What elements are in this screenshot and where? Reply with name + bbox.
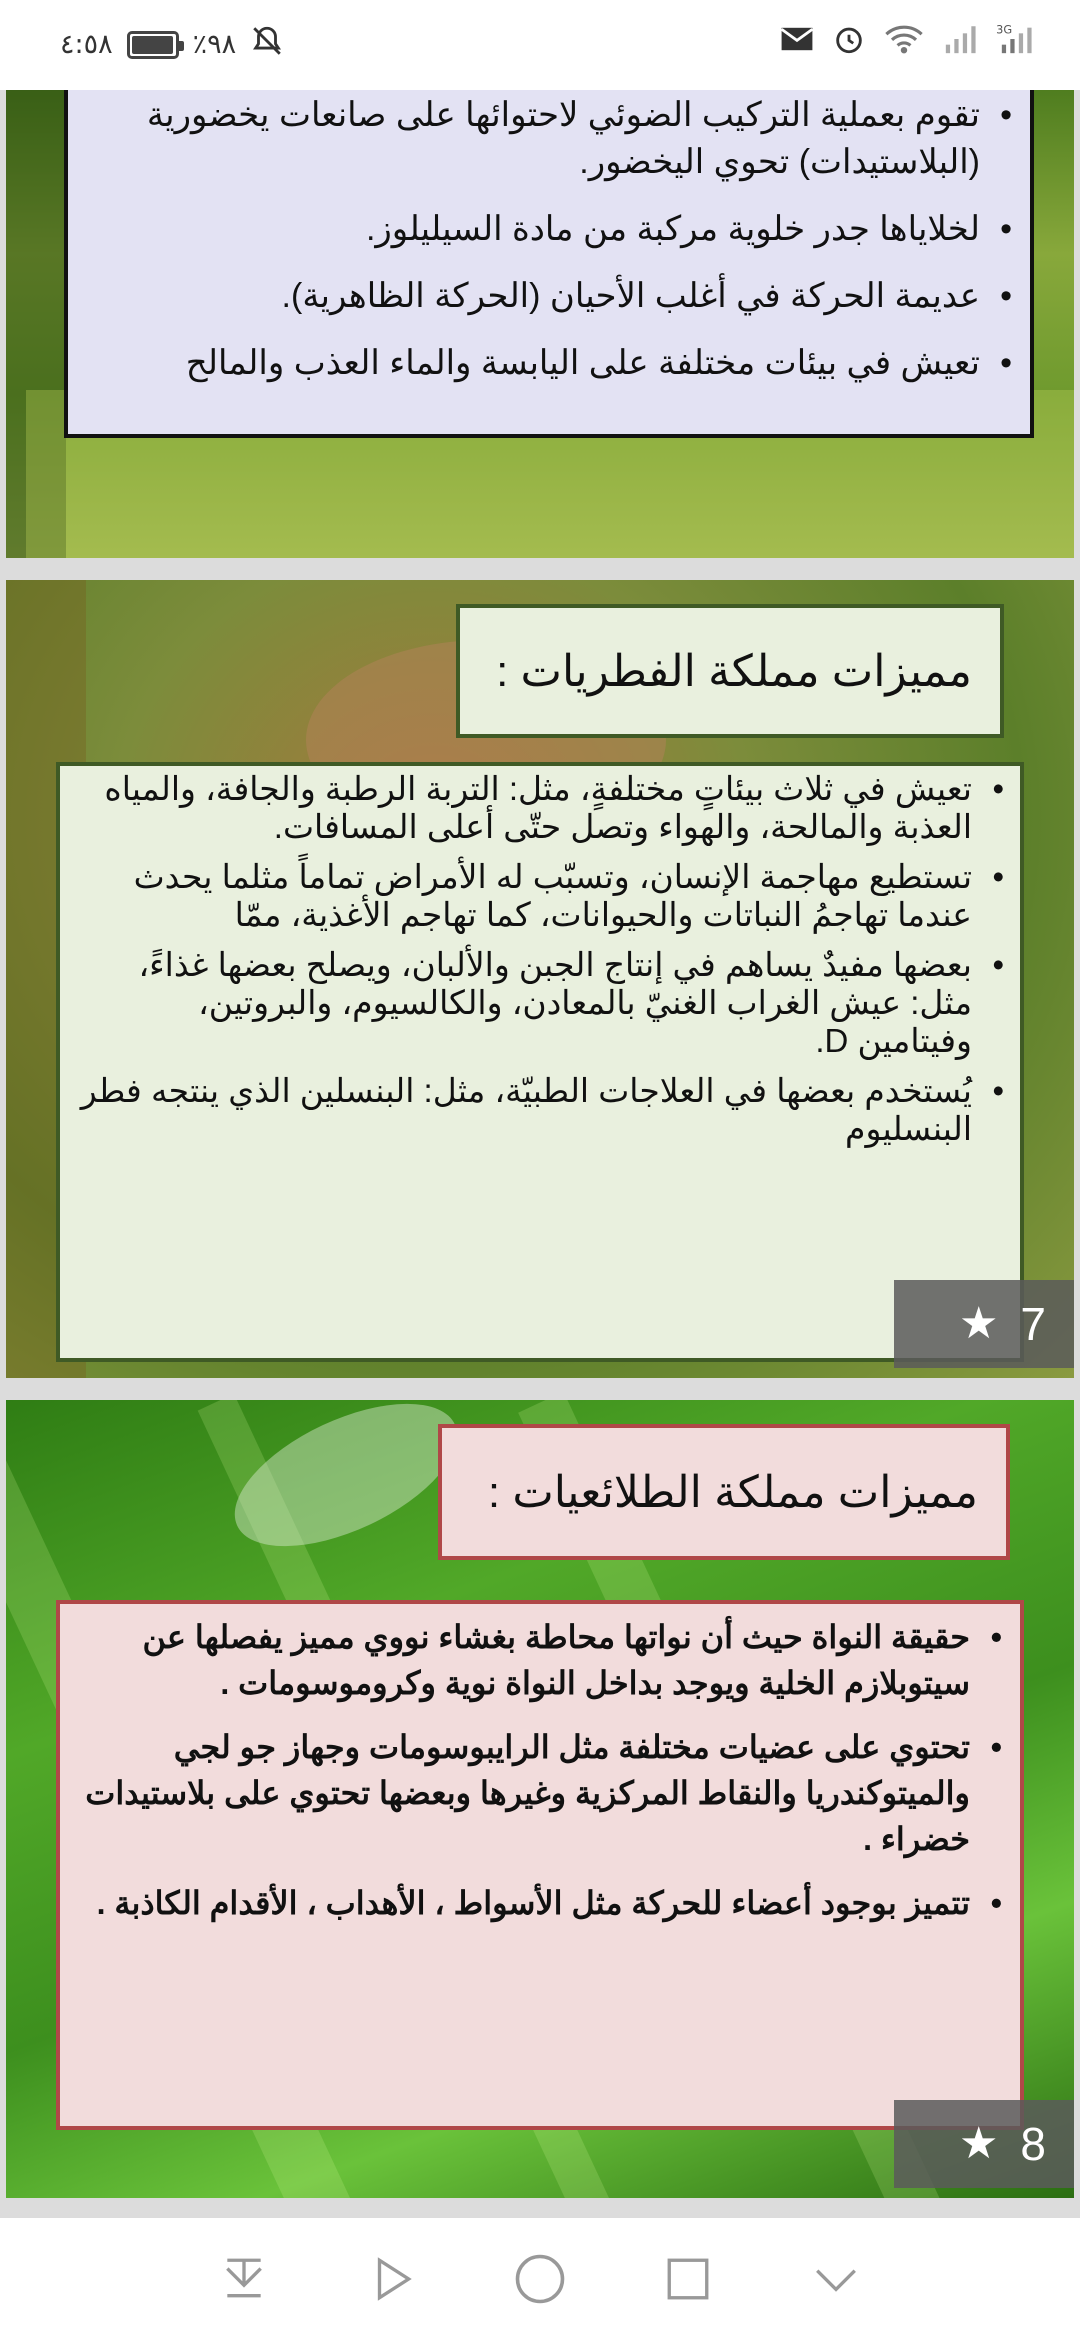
recents-square-icon[interactable]: [660, 2251, 716, 2307]
list-item: • تعيش في ثلاث بيئاتٍ مختلفةٍ، مثل: التربة الرطبة والجافة، والمياه العذبة والمالحة، والهواء وتصل حتّى أعلى المسافات.: [76, 770, 1008, 846]
battery-percent: ٪٩٨: [192, 29, 237, 60]
home-circle-icon[interactable]: [512, 2251, 568, 2307]
slide-7-bullet-list: [76, 770, 1008, 1148]
slide-6-bullet-list: [88, 92, 1016, 387]
wifi-icon: [884, 23, 924, 55]
slide-7-content-box: [56, 762, 1024, 1362]
signal-3g-icon: [996, 22, 1036, 56]
mail-icon: [780, 25, 814, 53]
list-item: • يُستخدم بعضها في العلاجات الطبيّة، مثل: البنسلين الذي ينتجه فطر البنسليوم: [76, 1072, 1008, 1148]
play-icon[interactable]: [364, 2251, 420, 2307]
list-item: • تستطيع مهاجمة الإنسان، وتسبّب له الأمراض تماماً مثلما يحدث عندما تهاجمُ النباتات والحيوانات، كما تهاجم الأغذية، ممّا: [76, 858, 1008, 934]
slide-8-number-badge[interactable]: [894, 2100, 1074, 2188]
mute-bell-icon: [250, 24, 284, 65]
list-item: • تعيش في بيئات مختلفة على اليابسة والماء العذب والمالح: [88, 340, 1016, 387]
svg-text:3G: 3G: [996, 22, 1013, 37]
star-icon[interactable]: ★: [958, 1299, 999, 1348]
list-item: • تحتوي على عضيات مختلفة مثل الرايبوسومات وجهاز جو لجي والميتوكندريا والنقاط المركزية وغيرها وبعضها تحتوي على بلاستيدات خضراء .: [78, 1724, 1006, 1862]
slide-8-bullet-list: [78, 1614, 1006, 1926]
slide-8-content-box: [56, 1600, 1024, 2130]
alarm-icon: [832, 22, 866, 56]
list-item: • تقوم بعملية التركيب الضوئي لاحتوائها على صانعات يخضورية (البلاستيدات) تحوي اليخضور.: [88, 92, 1016, 186]
status-left: [60, 24, 284, 65]
collapse-down-icon[interactable]: [216, 2251, 272, 2307]
list-item: • لخلاياها جدر خلوية مركبة من مادة السيليلوز.: [88, 206, 1016, 253]
signal-icon: [942, 22, 978, 56]
clock: ٤:٥٨: [60, 29, 113, 60]
status-right: [780, 22, 1036, 56]
slide-6-content-box: [64, 90, 1034, 438]
slide-8[interactable]: [6, 1400, 1074, 2198]
list-item: • بعضها مفيدٌ يساهم في إنتاج الجبن والألبان، ويصلح بعضها غذاءً، مثل: عيش الغراب الغنيّ بالمعادن، والكالسيوم، والبروتين، وفيتامين D.: [76, 946, 1008, 1060]
slide-number: 8: [1020, 2118, 1046, 2170]
slide-number: 7: [1020, 1298, 1046, 1350]
status-bar: [0, 0, 1080, 90]
chevron-down-icon[interactable]: [808, 2251, 864, 2307]
star-icon[interactable]: ★: [958, 2119, 999, 2168]
list-item: • حقيقة النواة حيث أن نواتها محاطة بغشاء نووي مميز يفصلها عن سيتوبلازم الخلية ويوجد بداخل النواة نوية وكروموسومات .: [78, 1614, 1006, 1706]
slide-7[interactable]: [6, 580, 1074, 1378]
navigation-bar: [0, 2218, 1080, 2340]
battery-icon: [127, 31, 179, 59]
slide-8-title: مميزات مملكة الطلائعيات :: [438, 1424, 1010, 1560]
slide-7-number-badge[interactable]: [894, 1280, 1074, 1368]
slide-6[interactable]: [6, 90, 1074, 558]
list-item: • عديمة الحركة في أغلب الأحيان (الحركة الظاهرية).: [88, 273, 1016, 320]
slide-7-title: مميزات مملكة الفطريات :: [456, 604, 1004, 738]
list-item: • تتميز بوجود أعضاء للحركة مثل الأسواط ، الأهداب ، الأقدام الكاذبة .: [78, 1880, 1006, 1926]
